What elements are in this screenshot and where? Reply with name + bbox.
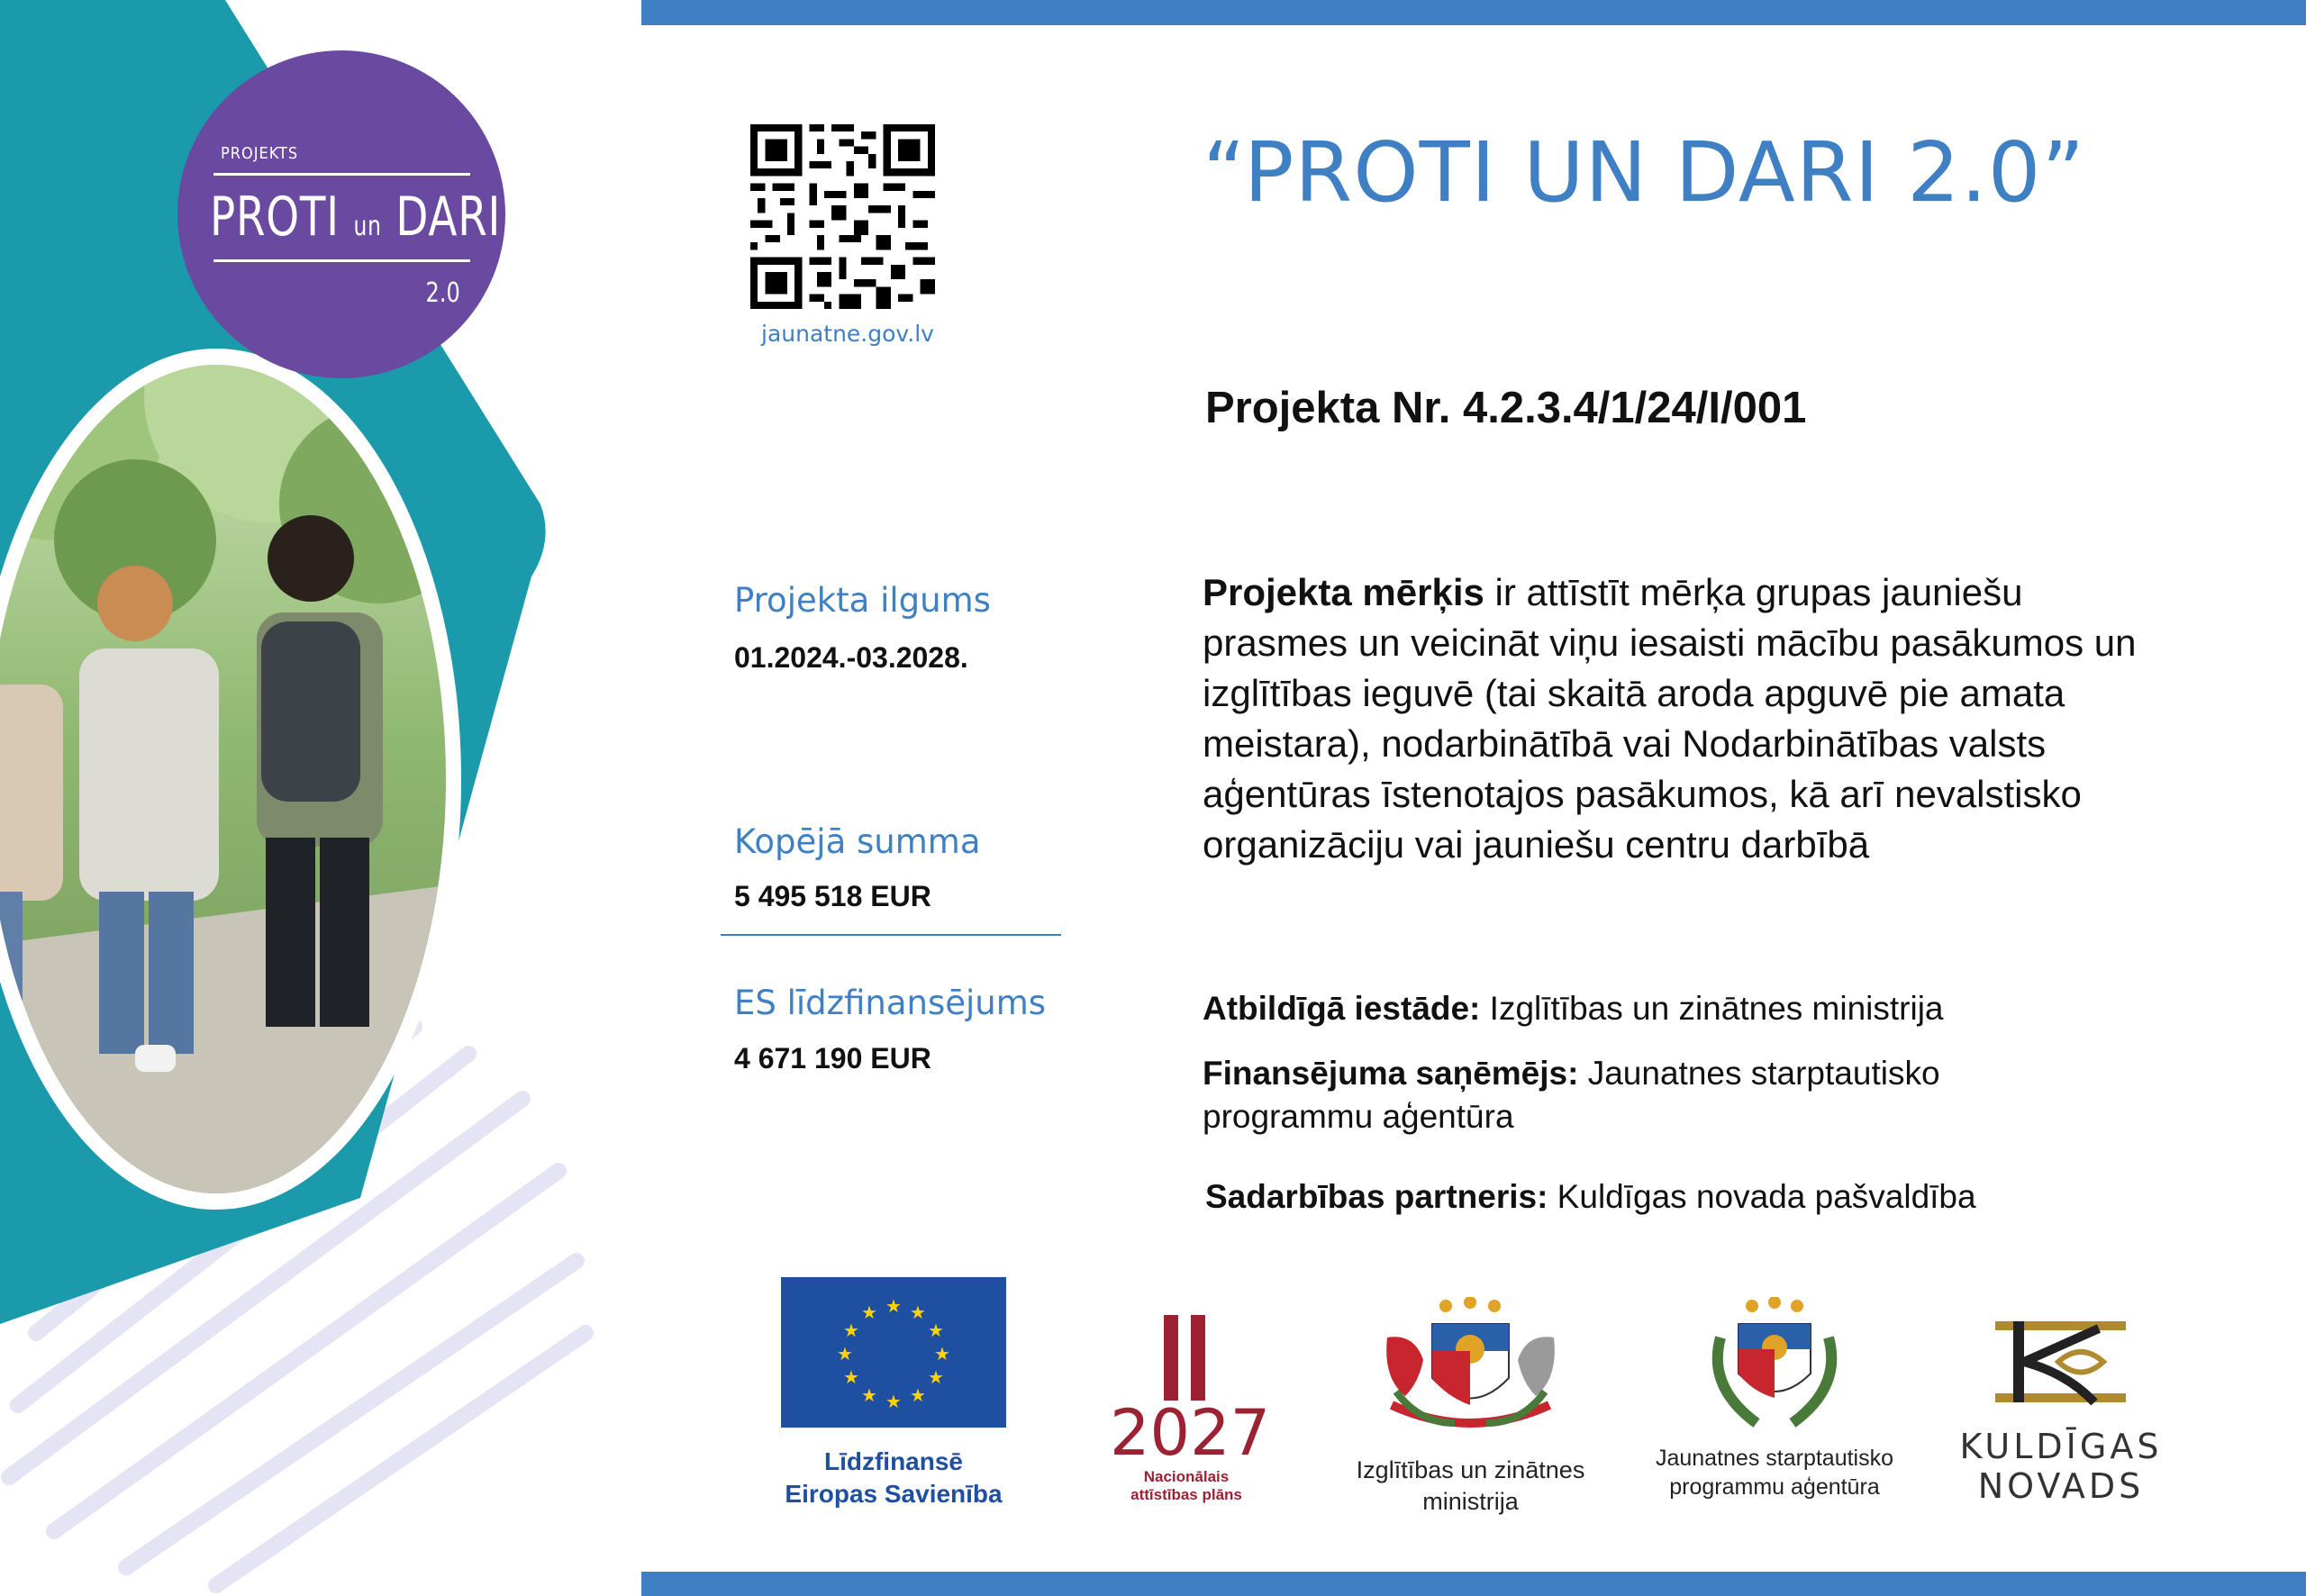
svg-text:★: ★ bbox=[843, 1366, 859, 1388]
badge-rule-bottom bbox=[213, 259, 470, 262]
svg-text:★: ★ bbox=[910, 1301, 926, 1323]
svg-text:★: ★ bbox=[861, 1301, 877, 1323]
latvia-coat-of-arms-icon bbox=[1374, 1297, 1567, 1441]
badge-version: 2.0 bbox=[425, 277, 460, 309]
qr-code[interactable] bbox=[750, 124, 935, 309]
kuldiga-line2: NOVADS bbox=[1977, 1466, 2145, 1506]
total-value: 5 495 518 EUR bbox=[734, 880, 931, 912]
jspa-logo-text bbox=[1635, 1444, 1914, 1501]
page-title: “PROTI UN DARI 2.0” bbox=[1203, 124, 2086, 221]
top-accent-bar bbox=[641, 0, 2306, 25]
svg-text:★: ★ bbox=[928, 1319, 944, 1341]
eu-logo-line1: Līdzfinansē bbox=[823, 1447, 963, 1475]
svg-text:★: ★ bbox=[861, 1384, 877, 1406]
jspa-line2: programmu aģentūra bbox=[1669, 1474, 1880, 1500]
jspa-line1: Jaunatnes starptautisko bbox=[1655, 1446, 1894, 1471]
nap-bars-icon bbox=[1162, 1315, 1209, 1401]
left-decorative-panel bbox=[0, 0, 631, 1596]
svg-text:★: ★ bbox=[837, 1343, 853, 1365]
nap-line1: Nacionālais bbox=[1143, 1468, 1230, 1485]
badge-title-mid: un bbox=[353, 211, 382, 242]
responsible-label: Atbildīgā iestāde: bbox=[1203, 990, 1481, 1027]
svg-text:★: ★ bbox=[885, 1391, 902, 1412]
kuldiga-line1: KULDĪGAS bbox=[1959, 1427, 2163, 1466]
duration-value: 01.2024.-03.2028. bbox=[734, 641, 968, 674]
badge-title bbox=[210, 186, 501, 249]
funding-recipient bbox=[1203, 1052, 2085, 1138]
nap-year: 2027 bbox=[1110, 1396, 1271, 1470]
duration-label: Projekta ilgums bbox=[734, 581, 991, 620]
project-number: Projekta Nr. 4.2.3.4/1/24/I/001 bbox=[1205, 384, 1807, 432]
izm-line2: ministrija bbox=[1422, 1488, 1519, 1515]
izm-line1: Izglītības un zinātnes bbox=[1356, 1456, 1585, 1483]
goal-text: ir attīstīt mērķa grupas jauniešu prasmes un veicināt viņu iesaisti mācību pasākumos un izglītības ieguvē (tai skaitā aroda apguvē pie amata meistara), nodarbinātībā vai Nodarbinātības valsts aģentūras īstenotajos pasākumos, kā arī nevalstisko organizāciju vai jauniešu centru darbībā bbox=[1203, 571, 2137, 866]
badge-small-label: PROJEKTS bbox=[221, 144, 299, 163]
qr-url[interactable]: jaunatne.gov.lv bbox=[761, 321, 934, 347]
partner-label: Sadarbības partneris: bbox=[1205, 1178, 1548, 1215]
badge-rule-top bbox=[213, 173, 470, 176]
eu-cofinancing-label: ES līdzfinansējums bbox=[734, 984, 1047, 1022]
bottom-accent-bar bbox=[641, 1572, 2306, 1596]
project-badge bbox=[177, 50, 505, 378]
jspa-coat-of-arms-icon bbox=[1702, 1297, 1847, 1432]
svg-text:★: ★ bbox=[934, 1343, 950, 1365]
svg-text:★: ★ bbox=[843, 1319, 859, 1341]
nap-line2: attīstības plāns bbox=[1130, 1486, 1242, 1503]
svg-text:★: ★ bbox=[885, 1295, 902, 1317]
izm-logo-text bbox=[1329, 1455, 1612, 1518]
eu-logo-text bbox=[776, 1446, 1011, 1510]
kuldiga-emblem-icon bbox=[1995, 1319, 2126, 1405]
recipient-label: Finansējuma saņēmējs: bbox=[1203, 1055, 1579, 1092]
recipient-value: Jaunatnes starptautisko programmu aģentūra bbox=[1203, 1055, 1940, 1135]
responsible-value: Izglītības un zinātnes ministrija bbox=[1480, 990, 1944, 1027]
svg-text:★: ★ bbox=[910, 1384, 926, 1406]
badge-title-right: DARI bbox=[395, 186, 502, 249]
responsible-institution bbox=[1203, 987, 2148, 1030]
project-goal bbox=[1203, 567, 2175, 870]
cooperation-partner bbox=[1205, 1175, 2151, 1219]
badge-title-left: PROTI bbox=[210, 186, 340, 249]
total-label: Kopējā summa bbox=[734, 822, 981, 861]
goal-lead: Projekta mērķis bbox=[1203, 571, 1484, 613]
svg-text:★: ★ bbox=[928, 1366, 944, 1388]
side-divider bbox=[721, 934, 1061, 936]
eu-logo-line2: Eiropas Savienība bbox=[785, 1480, 1003, 1508]
partner-value: Kuldīgas novada pašvaldība bbox=[1548, 1178, 1976, 1215]
eu-cofinancing-value: 4 671 190 EUR bbox=[734, 1042, 931, 1075]
kuldiga-logo-text bbox=[1944, 1427, 2178, 1506]
nap-logo-text bbox=[1110, 1468, 1263, 1504]
eu-flag-icon bbox=[781, 1277, 1006, 1428]
